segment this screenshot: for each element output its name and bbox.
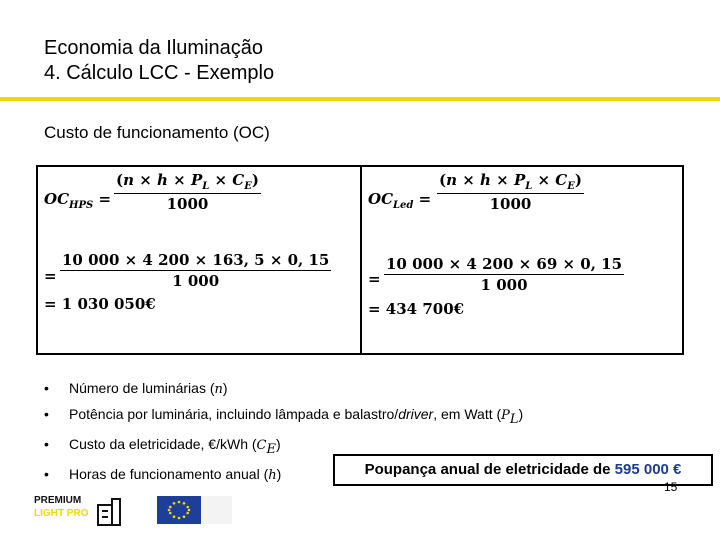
- page-number: 15: [664, 480, 678, 494]
- equals-sign: =: [44, 267, 57, 285]
- hps-calc-denominator: 1 000: [172, 272, 220, 290]
- eu-stars-icon: [157, 496, 201, 524]
- eu-funding-label: [202, 496, 232, 524]
- oc-hps-general-fraction: [114, 171, 261, 213]
- general-numerator: $(n \times h \times P_L \times C_E)$: [116, 171, 259, 192]
- title-line-1: Economia da Iluminação: [44, 37, 264, 59]
- slide-title: [44, 36, 274, 86]
- hps-calc-numerator: 10 000 × 4 200 × 163, 5 × 0, 15: [62, 251, 330, 269]
- hps-calc-fraction: [60, 251, 331, 290]
- savings-value: 595 000 €: [614, 461, 682, 478]
- general-denominator: 1000: [166, 195, 209, 213]
- logo-line-1: PREMIUM: [34, 495, 82, 506]
- oc-led-general-fraction: [437, 171, 584, 213]
- annual-savings-box: [333, 454, 713, 486]
- oc-hps-symbol: $OC_{HPS}$ =: [44, 190, 112, 211]
- oc-led-symbol: $OC_{Led}$ =: [368, 190, 432, 211]
- general-denominator: 1000: [489, 195, 532, 213]
- led-calc-fraction: [384, 255, 624, 294]
- premium-light-pro-logo: [30, 493, 125, 529]
- formula-table: [36, 165, 684, 355]
- list-item: • Número de luminárias (n): [44, 380, 228, 397]
- led-calc-denominator: 1 000: [480, 276, 528, 294]
- title-underline: [0, 97, 720, 101]
- title-line-2: 4. Cálculo LCC - Exemplo: [44, 62, 275, 84]
- building-lamp-icon: [92, 495, 124, 527]
- savings-label: Poupança anual de eletricidade de: [364, 461, 615, 478]
- logo-line-2: LIGHT PRO: [34, 508, 89, 519]
- general-numerator: $(n \times h \times P_L \times C_E)$: [439, 171, 582, 192]
- hps-result: = 1 030 050€: [44, 295, 156, 313]
- list-item: • Custo da eletricidade, €/kWh $(C_E)$: [44, 435, 281, 457]
- list-item: • Horas de funcionamento anual (h): [44, 465, 282, 483]
- formula-cell-led: [362, 167, 684, 353]
- section-subtitle: Custo de funcionamento (OC): [44, 123, 270, 142]
- eu-flag-icon: [157, 496, 201, 524]
- formula-cell-hps: [38, 167, 360, 353]
- list-item: • Potência por luminária, incluindo lâmpada e balastro/driver, em Watt $(P_L)$: [44, 406, 524, 427]
- equals-sign: =: [368, 270, 381, 288]
- led-calc-numerator: 10 000 × 4 200 × 69 × 0, 15: [386, 255, 623, 273]
- led-result: = 434 700€: [368, 300, 465, 318]
